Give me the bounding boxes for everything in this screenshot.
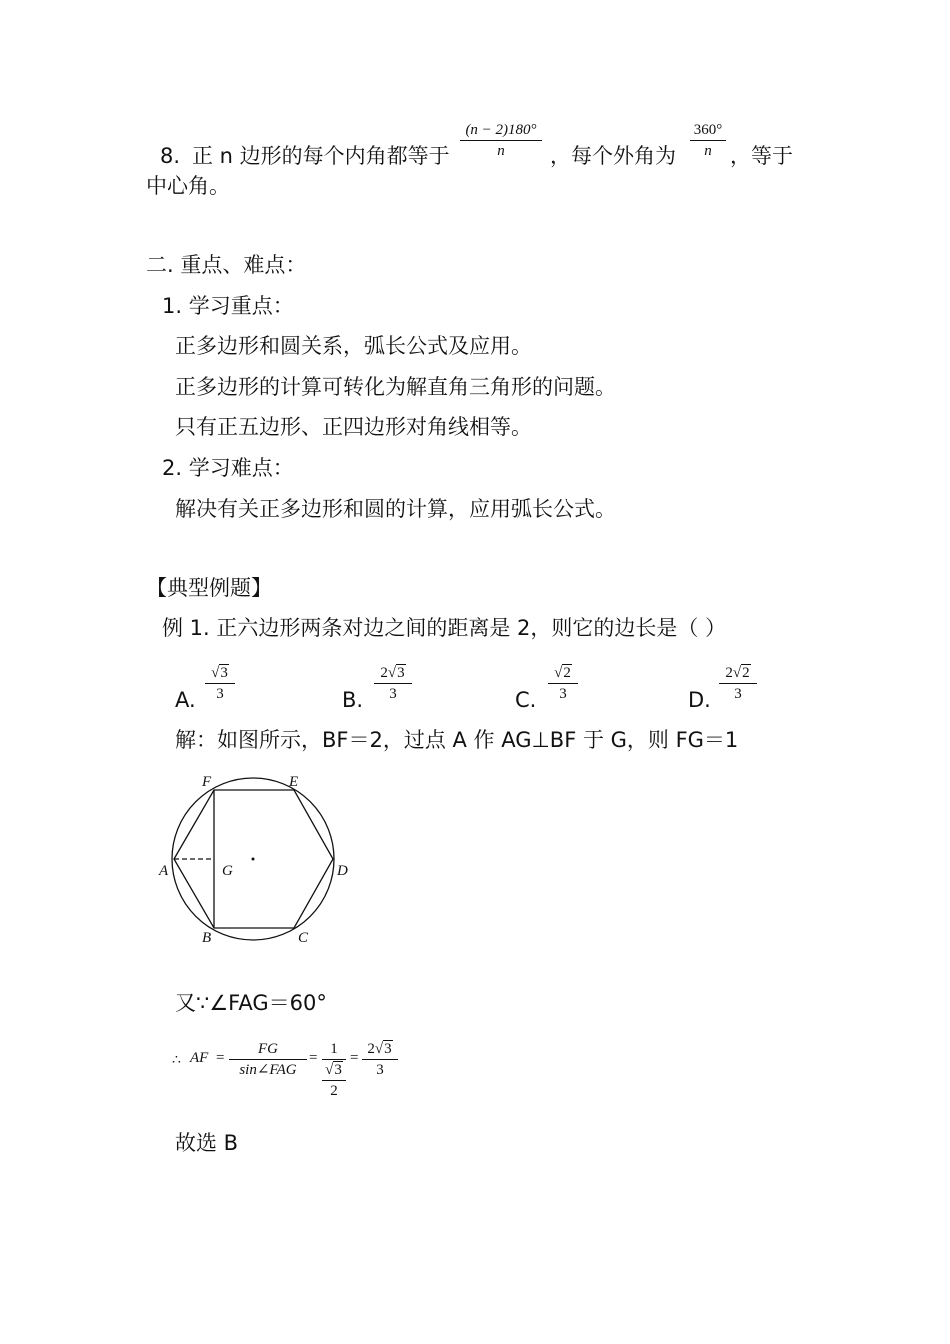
hexagon-circle-figure [150,765,360,950]
label-c: C [298,930,309,946]
example-1-question: 例 1. 正六边形两条对边之间的距离是 2，则它的边长是（ ） [162,616,727,640]
key-point-2: 正多边形的计算可转化为解直角三角形的问题。 [175,375,616,399]
angle-statement: 又∵∠FAG＝60° [175,991,327,1015]
option-b-label: B. [342,688,364,712]
option-a-radicand: 3 [220,665,228,681]
therefore-symbol: ∴ [172,1053,181,1068]
formula-result-rad: 3 [384,1041,392,1057]
option-c-denominator: 3 [559,686,567,702]
exterior-denominator: n [704,143,712,159]
item8-text-b: ，每个外角为 [550,144,676,168]
item8-number: 8. [160,144,181,168]
examples-heading: 【典型例题】 [146,576,272,600]
formula-eq-1: = [216,1050,225,1066]
label-b: B [202,930,212,946]
formula-f1-num: FG [258,1041,278,1057]
section2-heading: 二. 重点、难点： [146,253,307,277]
option-d-label: D. [688,688,711,712]
label-f: F [202,774,212,790]
option-b-radicand: 3 [397,665,405,681]
option-b-denominator: 3 [389,686,397,702]
formula-f2-den-den: 2 [330,1083,338,1099]
option-b-value: 2√3 3 [374,664,412,703]
label-g: G [222,863,233,879]
option-c-value: √2 3 [548,664,578,703]
formula-f1-den: sin∠FAG [239,1062,297,1078]
option-a-label: A. [175,688,196,712]
formula-fraction-1 [229,1040,307,1079]
key-point-3: 只有正五边形、正四边形对角线相等。 [175,415,532,439]
formula-fraction-2: 1 √3 2 [322,1040,346,1100]
solution-text: 解：如图所示，BF＝2，过点 A 作 AG⊥BF 于 G，则 FG＝1 [175,728,739,752]
label-e: E [289,774,299,790]
formula-eq-3: = [350,1050,359,1066]
formula-result: 2√3 3 [362,1040,398,1079]
exterior-numerator: 360° [693,122,723,138]
option-d-radicand: 2 [742,665,750,681]
option-a-denominator: 3 [216,686,224,702]
item8-text-a: 正 n 边形的每个内角都等于 [192,144,450,168]
section2-sub1: 1. 学习重点： [162,294,294,318]
item8-text-c: ，等于 [730,144,793,168]
interior-angle-fraction [460,121,542,160]
key-point-1: 正多边形和圆关系，弧长公式及应用。 [175,334,532,358]
exterior-angle-fraction [690,121,726,160]
option-c-radicand: 2 [563,665,571,681]
center-point [252,858,255,861]
answer-text: 故选 B [175,1131,239,1155]
formula-lhs: AF [190,1050,209,1066]
interior-numerator: (n − 2)180° [465,122,537,138]
option-d-value: 2√2 3 [719,664,757,703]
formula-eq-2: = [309,1050,318,1066]
label-a: A [159,863,169,879]
difficulty-point: 解决有关正多边形和圆的计算，应用弧长公式。 [175,497,616,521]
formula-f2-num: 1 [330,1041,338,1057]
section2-sub2: 2. 学习难点： [162,456,294,480]
formula-f2-rad: 3 [334,1062,342,1078]
option-d-coef: 2 [725,665,733,681]
label-d: D [337,863,348,879]
item8-text-d: 中心角。 [146,174,230,198]
formula-result-coef: 2 [367,1041,375,1057]
option-a-value: √3 3 [205,664,235,703]
formula-result-den: 3 [376,1062,384,1078]
option-b-coef: 2 [380,665,388,681]
interior-denominator: n [497,143,505,159]
option-d-denominator: 3 [734,686,742,702]
option-c-label: C. [515,688,537,712]
